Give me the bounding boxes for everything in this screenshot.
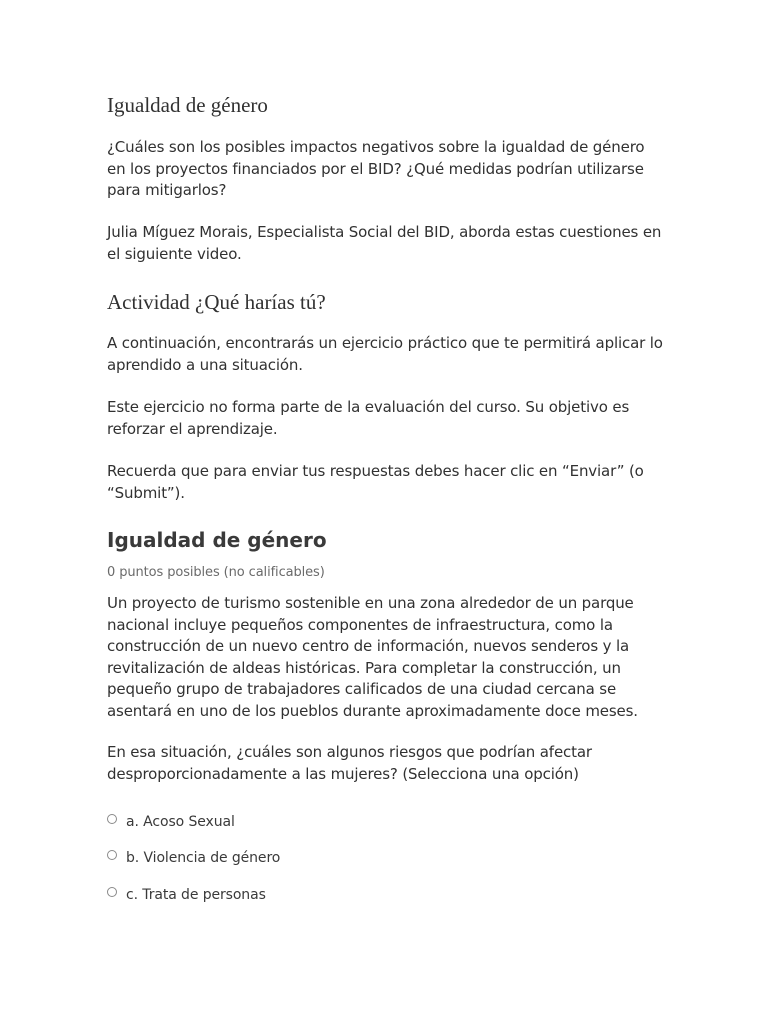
option-b[interactable] [107, 848, 280, 868]
submit-reminder-text: Recuerda que para enviar tus respuestas debes hacer clic en “Enviar” (o “Submit”). [107, 462, 644, 502]
option-a-label[interactable]: a. Acoso Sexual [126, 814, 235, 830]
points-possible: 0 puntos posibles (no calificables) [107, 565, 325, 580]
radio-button-b[interactable] [107, 850, 117, 860]
problem-title: Igualdad de género [107, 528, 327, 552]
section-heading-gender-equality: Igualdad de género [107, 93, 268, 117]
activity-heading: Actividad ¿Qué harías tú? [107, 290, 326, 314]
option-c-label[interactable]: c. Trata de personas [126, 887, 266, 903]
activity-note-text: Este ejercicio no forma parte de la evaluación del curso. Su objetivo es reforzar el aprendizaje. [107, 398, 630, 438]
video-intro-text: Julia Míguez Morais, Especialista Social del BID, aborda estas cuestiones en el siguiente video. [107, 223, 662, 263]
option-a[interactable] [107, 812, 235, 832]
problem-prompt-text: En esa situación, ¿cuáles son algunos riesgos que podrían afectar desproporcionadamente a las mujeres? (Selecciona una opción) [107, 743, 592, 783]
problem-scenario-text: Un proyecto de turismo sostenible en una zona alrededor de un parque nacional incluye pequeños componentes de infraestructura, como la construcción de un nuevo centro de información, nuevos senderos y la revitalización de aldeas históricas. Para completar la construcción, un pequeño grupo de trabajadores calificados de una ciudad cercana se asentará en uno de los pueblos durante aproximadamente doce meses. [107, 594, 638, 720]
activity-intro-text: A continuación, encontrarás un ejercicio práctico que te permitirá aplicar lo aprendido a una situación. [107, 334, 663, 374]
option-c[interactable] [107, 885, 266, 905]
gender-impacts-question: ¿Cuáles son los posibles impactos negativos sobre la igualdad de género en los proyectos financiados por el BID? ¿Qué medidas podrían utilizarse para mitigarlos? [107, 138, 645, 199]
option-b-label[interactable]: b. Violencia de género [126, 850, 281, 866]
radio-button-a[interactable] [107, 814, 117, 824]
radio-button-c[interactable] [107, 887, 117, 897]
